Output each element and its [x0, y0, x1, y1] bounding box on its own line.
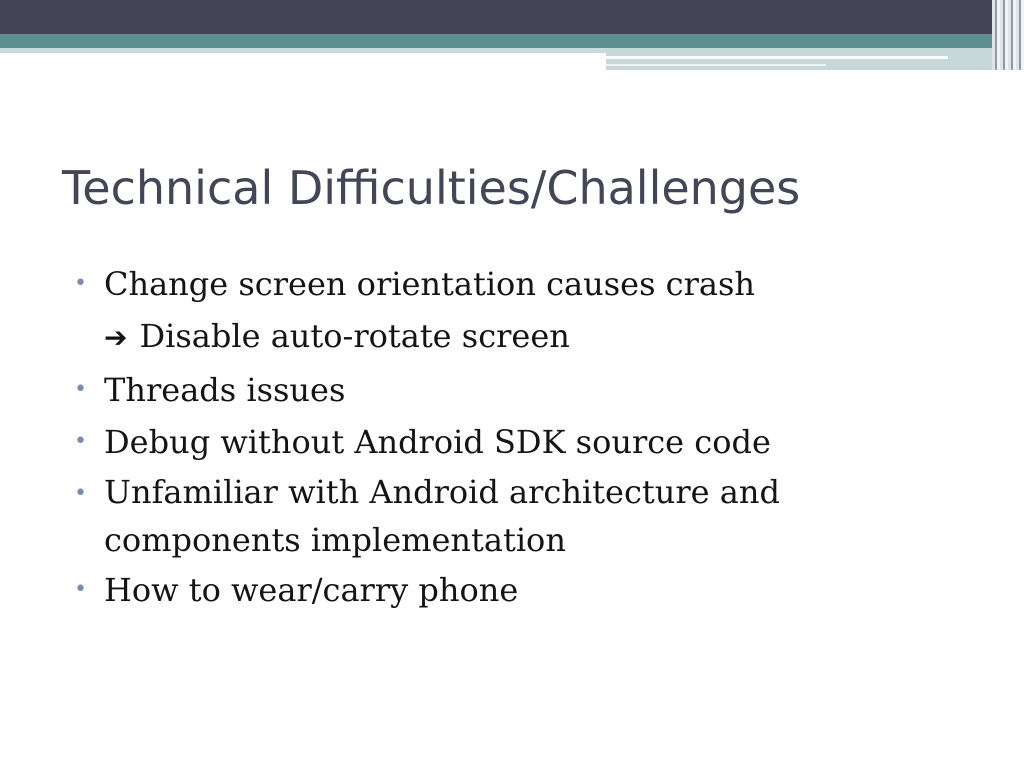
bullet-icon: •	[74, 577, 87, 602]
header-light-bar-left	[0, 48, 606, 53]
header-teal-bar	[0, 34, 1024, 48]
bullet-text: Debug without Android SDK source code	[104, 423, 771, 461]
header-dark-bar	[0, 0, 1024, 34]
bullet-item	[74, 258, 974, 310]
sub-item	[74, 310, 974, 364]
bullet-text: How to wear/carry phone	[104, 571, 519, 609]
sub-item-text: Disable auto-rotate screen	[139, 317, 570, 355]
bullet-item	[74, 468, 974, 564]
bullet-icon: •	[74, 377, 87, 402]
header-accent-line	[606, 64, 826, 66]
slide-title: Technical Difficulties/Challenges	[62, 161, 801, 215]
bullet-icon: •	[74, 429, 87, 454]
bullet-list	[74, 258, 974, 616]
header-accent-line	[606, 56, 948, 59]
bullet-item	[74, 564, 974, 616]
bullet-text	[104, 468, 974, 564]
bullet-text: Threads issues	[104, 371, 346, 409]
bullet-icon: •	[74, 271, 87, 296]
header-stripes	[992, 0, 1024, 70]
bullet-text: Change screen orientation causes crash	[104, 265, 755, 303]
bullet-item	[74, 416, 974, 468]
header-light-bar-right	[606, 48, 1024, 70]
bullet-item	[74, 364, 974, 416]
bullet-text-line: components implementation	[104, 521, 566, 559]
bullet-icon: •	[74, 481, 87, 506]
bullet-text-line: Unfamiliar with Android architecture and	[104, 473, 780, 511]
arrow-right-icon: ➔	[104, 321, 128, 354]
